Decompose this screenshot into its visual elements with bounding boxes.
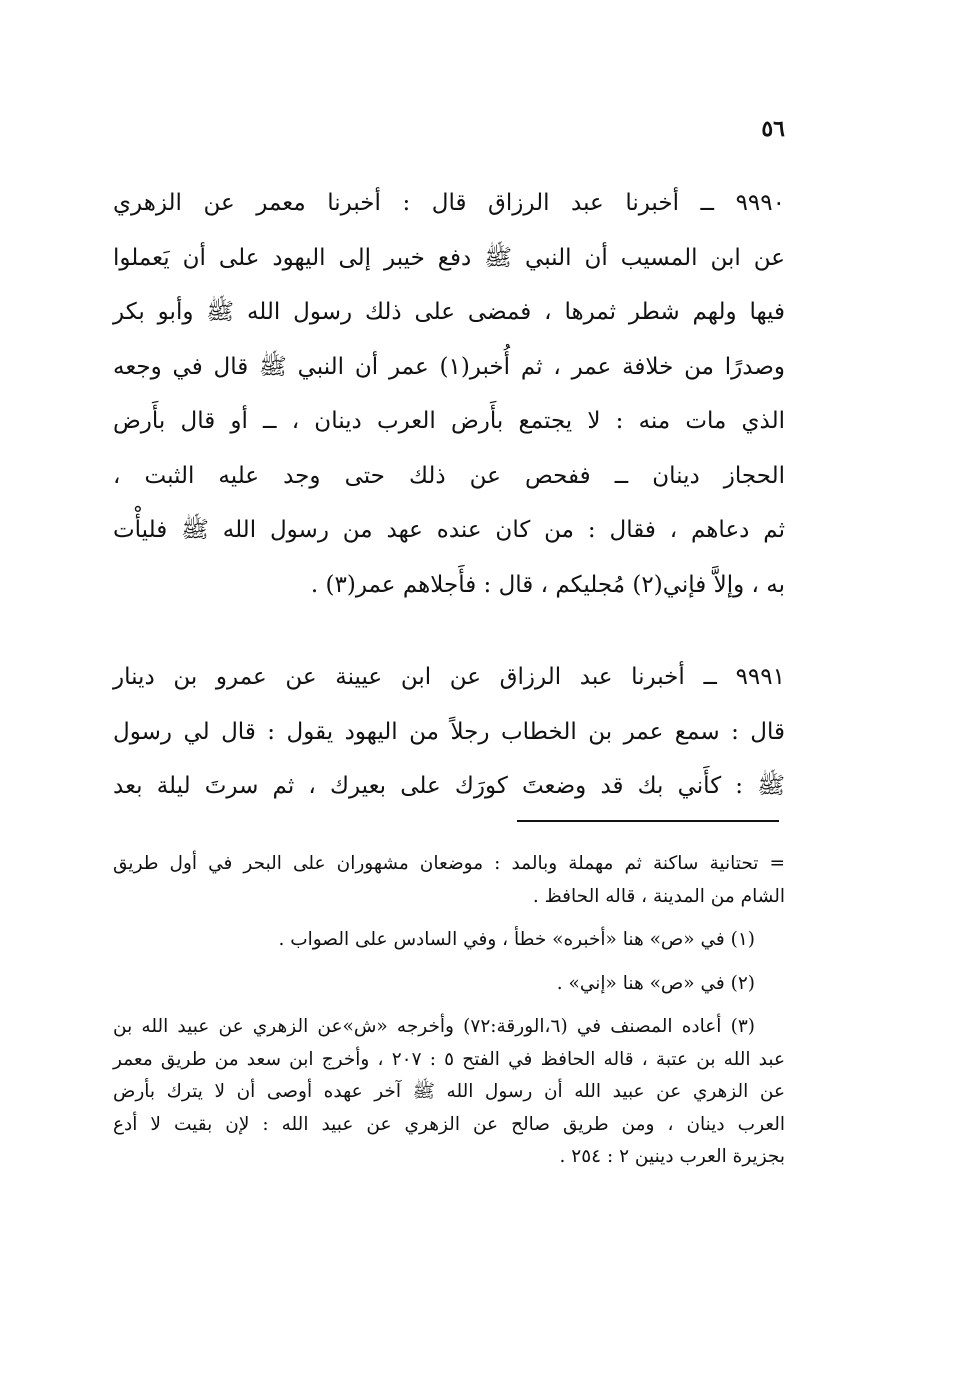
text-line: الحجاز دينان ــ ففحص عن ذلك حتى وجد عليه الثبت ، (113, 462, 785, 489)
text-line: به ، وإلاَّ فإني(٢) مُجليكم ، قال : فأَجلاهم عمر(٣) . (310, 571, 785, 598)
main-text (113, 176, 785, 814)
footnote-line: عن الزهري عن عبيد الله أن رسول الله ﷺ آخر عهده أوصى أن لا يترك بأرض (113, 1081, 785, 1102)
footnote-line: (٣) أعاده المصنف في (٦،الورقة:٧٢) وأخرجه «ش»عن الزهري عن عبيد الله بن (113, 1016, 755, 1037)
spacer (113, 957, 785, 968)
footnote-line: (٢) في «ص» هنا «إني» . (556, 972, 755, 994)
text-line: وصدرًا من خلافة عمر ، ثم أُخبر(١) عمر أن النبي ﷺ قال في وجعه (113, 353, 785, 380)
footnote-continuation (113, 848, 785, 913)
footnote-line: بجزيرة العرب دينين ٢ : ٢٥٤ . (559, 1146, 785, 1167)
text-line: الذي مات منه : لا يجتمع بأَرض العرب دينان ، ــ أو قال بأَرض (113, 408, 785, 434)
footnote-divider (517, 820, 779, 822)
footnote-line: العرب دينان ، ومن طريق صالح عن الزهري عن عبيد الله : لإن بقيت لا أدع (113, 1113, 785, 1135)
page-number: ٥٦ (761, 116, 785, 142)
text-line: ٩٩٩٠ ــ أخبرنا عبد الرزاق قال : أخبرنا معمر عن الزهري (113, 190, 785, 216)
footnote-line: (١) في «ص» هنا «أخبره» خطأ ، وفي السادس على الصواب . (278, 929, 755, 950)
text-line: عن ابن المسيب أن النبي ﷺ دفع خيبر إلى اليهود على أن يَعملوا (113, 244, 785, 271)
text-line: ﷺ : كأَني بك قد وضعتَ كورَك على بعيرك ، ثم سرتَ ليلة بعد (113, 773, 785, 799)
footnote-3 (113, 1011, 785, 1174)
footnote-line: = تحتانية ساكنة ثم مهملة وبالمد : موضعان مشهوران على البحر في أول طريق (113, 853, 785, 874)
footnote-line: عبد الله بن عتبة ، قاله الحافظ في الفتح ٥ : ٢٠٧ ، وأخرج ابن سعد من طريق معمر (113, 1048, 786, 1070)
text-line: ٩٩٩١ ــ أخبرنا عبد الرزاق عن ابن عيينة عن عمرو بن دينار (113, 664, 785, 690)
text-line: فيها ولهم شطر ثمرها ، فمضى على ذلك رسول الله ﷺ وأبو بكر (113, 299, 785, 325)
spacer (113, 612, 785, 650)
footnote-1 (113, 924, 785, 957)
spacer (113, 913, 785, 924)
footnotes (113, 848, 785, 1174)
text-line: ثم دعاهم ، فقال : من كان عنده عهد من رسول الله ﷺ فليأْت (113, 517, 785, 543)
text-line: قال : سمع عمر بن الخطاب رجلاً من اليهود يقول : قال لي رسول (113, 718, 785, 745)
footnote-2 (113, 968, 785, 1001)
spacer (113, 1000, 785, 1011)
hadith-9990 (113, 176, 785, 612)
footnote-line: الشام من المدينة ، قاله الحافظ . (532, 885, 785, 907)
hadith-9991 (113, 650, 785, 814)
